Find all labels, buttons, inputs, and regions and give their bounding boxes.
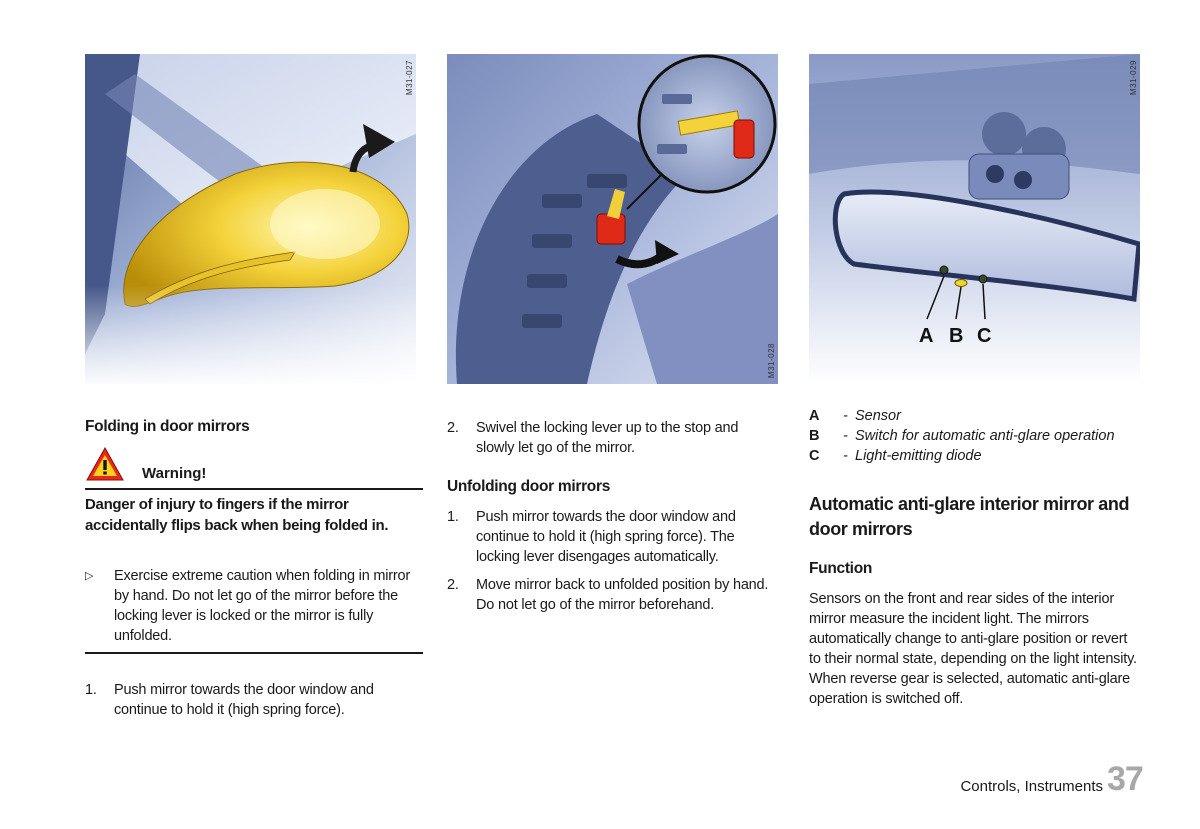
label-c: C [977, 325, 992, 347]
warning-text: Danger of injury to fingers if the mirror accidentally flips back when being folded in. [85, 496, 389, 534]
step-number: 2. [447, 420, 459, 436]
warning-block [85, 446, 423, 490]
warning-title: Warning! [142, 465, 207, 482]
bullet-text: Exercise extreme caution when folding in mirror by hand. Do not let go of the mirror before the locking lever is locked or the mirror is fully unfolded. [114, 568, 411, 644]
legend-dash: - [843, 408, 848, 424]
figure-code: M31-028 [767, 342, 776, 378]
heading-unfolding: Unfolding door mirrors [447, 478, 611, 495]
warning-bullet [85, 566, 423, 646]
legend-dash: - [843, 428, 848, 444]
warning-bottom-rule [85, 652, 423, 654]
heading-folding: Folding in door mirrors [85, 418, 250, 435]
figure-legend [809, 406, 1139, 468]
figure-code: M31-029 [1129, 60, 1138, 96]
legend-dash: - [843, 448, 848, 464]
step-number: 2. [447, 577, 459, 593]
locking-lever-illustration [447, 54, 778, 384]
step-number: 1. [447, 509, 459, 525]
legend-item-c [809, 446, 1139, 466]
step-1-fold [85, 680, 423, 720]
footer-section: Controls, Instruments [960, 778, 1103, 795]
legend-text: Switch for automatic anti-glare operation [855, 428, 1115, 444]
step-text: Push mirror towards the door window and continue to hold it (high spring force). [114, 682, 374, 718]
label-a: A [919, 325, 934, 347]
warning-top-rule [85, 488, 423, 490]
figure-locking-lever [447, 54, 778, 384]
step-2-fold [447, 418, 777, 458]
legend-key: C [809, 448, 820, 464]
page-number: 37 [1107, 760, 1143, 798]
legend-text: Sensor [855, 408, 901, 424]
figure-interior-mirror [809, 54, 1140, 384]
heading-anti-glare: Automatic anti-glare interior mirror and door mirrors [809, 494, 1130, 539]
legend-key: B [809, 428, 820, 444]
function-body: Sensors on the front and rear sides of the interior mirror measure the incident light. The mirrors automatically change to anti-glare position or revert to their normal state, depending on the light intensity. When reverse gear is selected, automatic anti-glare operation is switched off. [809, 591, 1137, 707]
interior-mirror-illustration [809, 54, 1140, 384]
subheading-function: Function [809, 560, 873, 577]
step-text: Swivel the locking lever up to the stop and slowly let go of the mirror. [476, 420, 739, 456]
legend-item-b [809, 426, 1139, 446]
bullet-marker-icon: ▷ [85, 570, 94, 582]
step-text: Move mirror back to unfolded position by hand. Do not let go of the mirror beforehand. [476, 577, 769, 613]
folding-mirror-illustration [85, 54, 416, 384]
step-2-unfold [447, 575, 777, 615]
legend-item-a [809, 406, 1139, 426]
step-number: 1. [85, 682, 97, 698]
warning-triangle-icon [85, 446, 125, 482]
step-1-unfold [447, 507, 777, 567]
figure-code: M31-027 [405, 60, 414, 96]
step-text: Push mirror towards the door window and continue to hold it (high spring force). The locking lever disengages automatically. [476, 509, 736, 565]
legend-key: A [809, 408, 820, 424]
figure-folding-mirror [85, 54, 416, 384]
legend-text: Light-emitting diode [855, 448, 982, 464]
label-b: B [949, 325, 964, 347]
